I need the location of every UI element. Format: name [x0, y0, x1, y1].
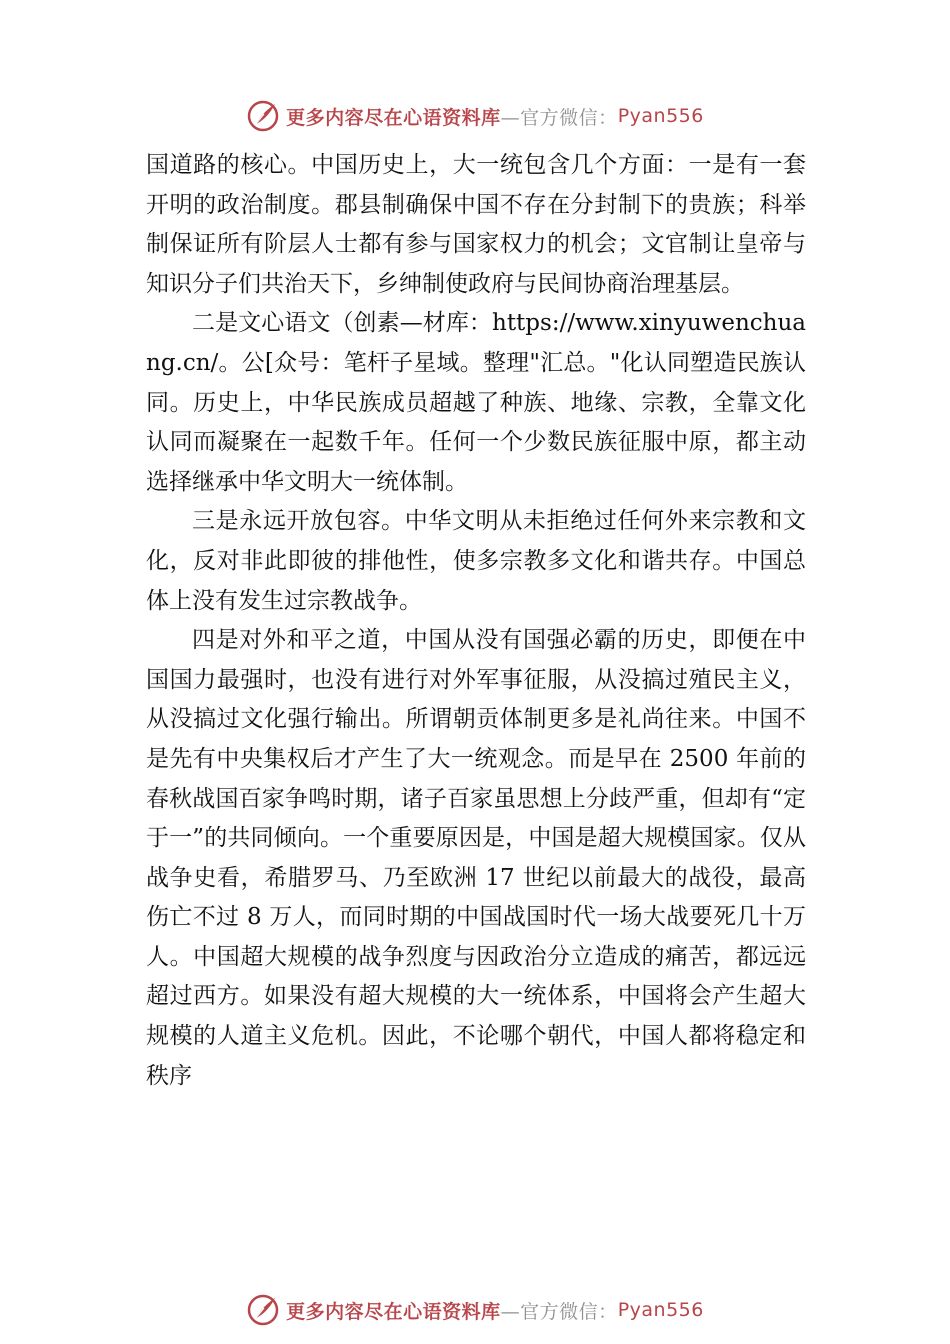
quill-logo-icon [246, 99, 280, 133]
paragraph-4: 四是对外和平之道，中国从没有国强必霸的历史，即便在中国国力最强时，也没有进行对外军事征服，从没搞过殖民主义，从没搞过文化强行输出。所谓朝贡体制更多是礼尚往来。中国不是先有中央集权后才产生了大一统观念。而是早在 2500 年前的春秋战国百家争鸣时期，诸子百家虽思想上分歧严重，但却有“定于一”的共同倾向。一个重要原因是，中国是超大规模国家。仅从战争史看，希腊罗马、乃至欧洲 17 世纪以前最大的战役，最高伤亡不过 8 万人，而同时期的中国战国时代一场大战要死几十万人。中国超大规模的战争烈度与因政治分立造成的痛苦，都远远超过西方。如果没有超大规模的大一统体系，中国将会产生超大规模的人道主义危机。因此，不论哪个朝代，中国人都将稳定和秩序 [146, 627, 806, 1089]
header-contact: Pyan556 [617, 105, 704, 127]
header-banner [0, 96, 950, 136]
paragraph-1: 国道路的核心。中国历史上，大一统包含几个方面：一是有一套开明的政治制度。郡县制确保中国不存在分封制下的贵族；科举制保证所有阶层人士都有参与国家权力的机会；文官制让皇帝与知识分子们共治天下，乡绅制使政府与民间协商治理基层。 [146, 152, 806, 297]
footer-contact: Pyan556 [617, 1299, 704, 1321]
paragraph-3: 三是永远开放包容。中华文明从未拒绝过任何外来宗教和文化，反对非此即彼的排他性，使多宗教多文化和谐共存。中国总体上没有发生过宗教战争。 [146, 508, 806, 614]
footer-dash: —官方微信： [500, 1300, 618, 1323]
header-dash: —官方微信： [500, 106, 618, 129]
header-brand: 更多内容尽在心语资料库 [286, 106, 501, 129]
footer-brand: 更多内容尽在心语资料库 [286, 1300, 501, 1323]
quill-logo-icon [246, 1293, 280, 1327]
document-body [146, 146, 806, 1096]
paragraph-2: 二是文心语文（创素—材库：https://www.xinyuwenchuang.cn/。公[众号：笔杆子星域。整理"汇总。"化认同塑造民族认同。历史上，中华民族成员超越了种族、地缘、宗教，全靠文化认同而凝聚在一起数千年。任何一个少数民族征服中原，都主动选择继承中华文明大一统体制。 [146, 310, 806, 495]
footer-banner [0, 1290, 950, 1330]
